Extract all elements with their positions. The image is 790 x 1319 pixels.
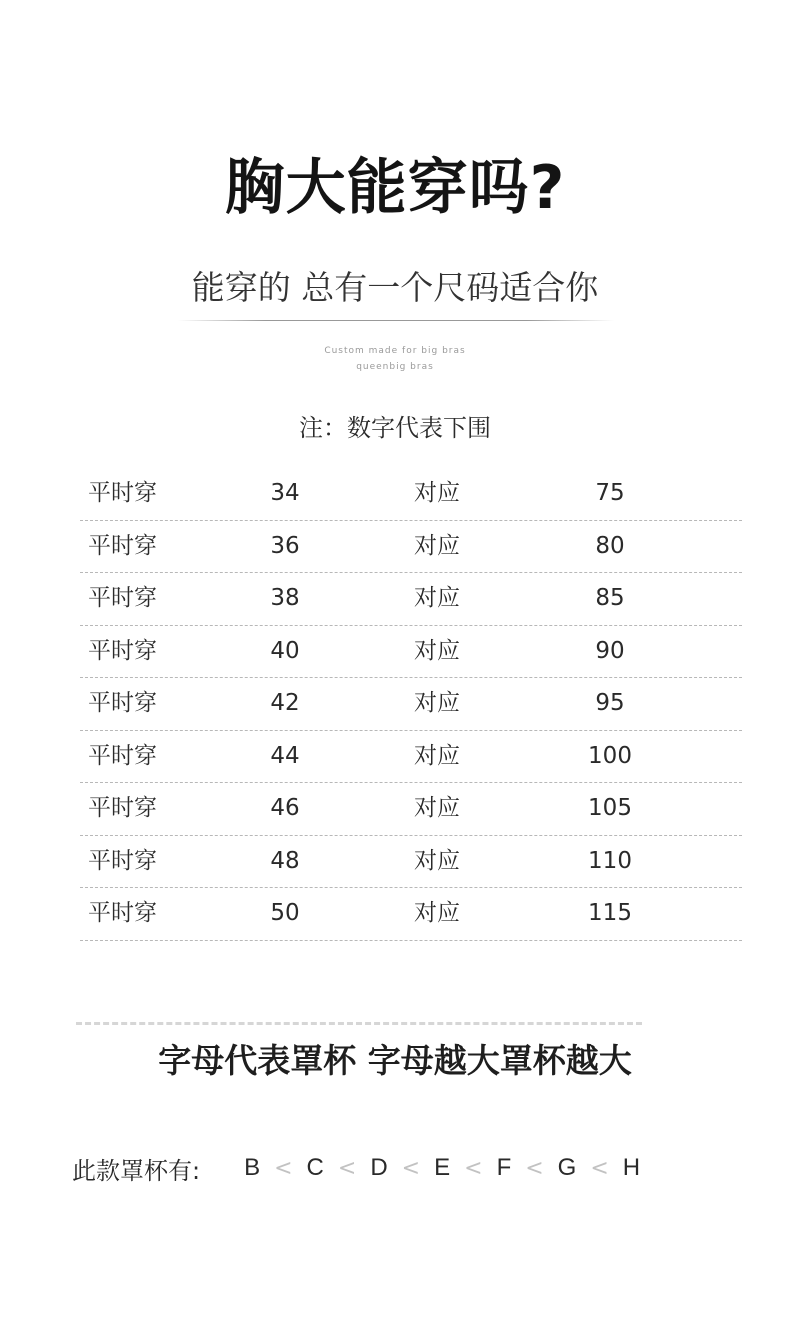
corresponds-label: 对应 — [414, 480, 460, 506]
corresponds-label: 对应 — [414, 900, 460, 926]
tagline-line-2: queenbig bras — [356, 362, 434, 372]
tagline-line-1: Custom made for big bras — [324, 346, 466, 356]
corresponds-label: 对应 — [414, 742, 460, 769]
usual-size: 38 — [270, 585, 300, 611]
band-size: 100 — [588, 742, 632, 769]
less-than-separator: < — [590, 1155, 609, 1181]
corresponds-label: 对应 — [414, 637, 460, 664]
usual-size: 42 — [270, 690, 300, 716]
row-label: 平时穿 — [88, 847, 157, 874]
usual-size: 40 — [270, 637, 300, 664]
table-row — [80, 521, 742, 574]
band-size: 95 — [595, 690, 625, 716]
row-label: 平时穿 — [88, 900, 157, 926]
page-subtitle: 能穿的 总有一个尺码适合你 — [191, 268, 599, 307]
cup-size-b: B — [244, 1154, 261, 1181]
band-size: 110 — [588, 847, 632, 874]
corresponds-label: 对应 — [414, 847, 460, 874]
corresponds-label: 对应 — [414, 795, 460, 821]
table-row — [80, 468, 742, 521]
band-size: 85 — [595, 585, 625, 611]
cups-label: 此款罩杯有: — [72, 1156, 201, 1185]
usual-size: 44 — [270, 742, 300, 769]
usual-size: 48 — [270, 847, 300, 874]
row-label: 平时穿 — [88, 480, 157, 506]
row-label: 平时穿 — [88, 637, 157, 664]
table-row — [80, 888, 742, 941]
row-label: 平时穿 — [88, 795, 157, 821]
cup-size-e: E — [434, 1154, 451, 1181]
row-label: 平时穿 — [88, 532, 157, 559]
cup-size-h: H — [622, 1154, 641, 1181]
row-label: 平时穿 — [88, 742, 157, 769]
size-conversion-table — [80, 468, 742, 941]
less-than-separator: < — [464, 1155, 483, 1181]
cup-size-f: F — [496, 1154, 512, 1181]
band-size: 105 — [588, 795, 632, 821]
usual-size: 50 — [270, 900, 300, 926]
section-divider — [76, 1022, 642, 1025]
table-row — [80, 626, 742, 679]
table-row — [80, 573, 742, 626]
table-row — [80, 731, 742, 784]
usual-size: 34 — [270, 480, 300, 506]
less-than-separator: < — [337, 1155, 357, 1181]
row-label: 平时穿 — [88, 690, 157, 716]
subtitle-divider — [178, 320, 614, 321]
less-than-separator: < — [525, 1155, 544, 1181]
row-label: 平时穿 — [88, 585, 157, 611]
table-row — [80, 783, 742, 836]
table-row — [80, 836, 742, 889]
table-row — [80, 678, 742, 731]
page-title: 胸大能穿吗? — [224, 153, 566, 223]
band-size-note: 注：数字代表下围 — [299, 414, 491, 442]
cup-size-d: D — [370, 1154, 388, 1181]
available-cups-row — [72, 1150, 640, 1186]
cup-size-caption: 字母代表罩杯 字母越大罩杯越大 — [158, 1041, 632, 1080]
corresponds-label: 对应 — [414, 585, 460, 611]
less-than-separator: < — [274, 1155, 293, 1181]
corresponds-label: 对应 — [414, 690, 460, 716]
cup-size-g: G — [557, 1154, 577, 1181]
less-than-separator: < — [401, 1155, 421, 1181]
usual-size: 36 — [270, 532, 300, 559]
band-size: 90 — [595, 637, 625, 664]
band-size: 80 — [595, 532, 625, 559]
band-size: 115 — [588, 900, 632, 926]
cup-size-c: C — [306, 1154, 324, 1181]
corresponds-label: 对应 — [414, 532, 460, 559]
band-size: 75 — [595, 480, 625, 506]
usual-size: 46 — [270, 795, 300, 821]
